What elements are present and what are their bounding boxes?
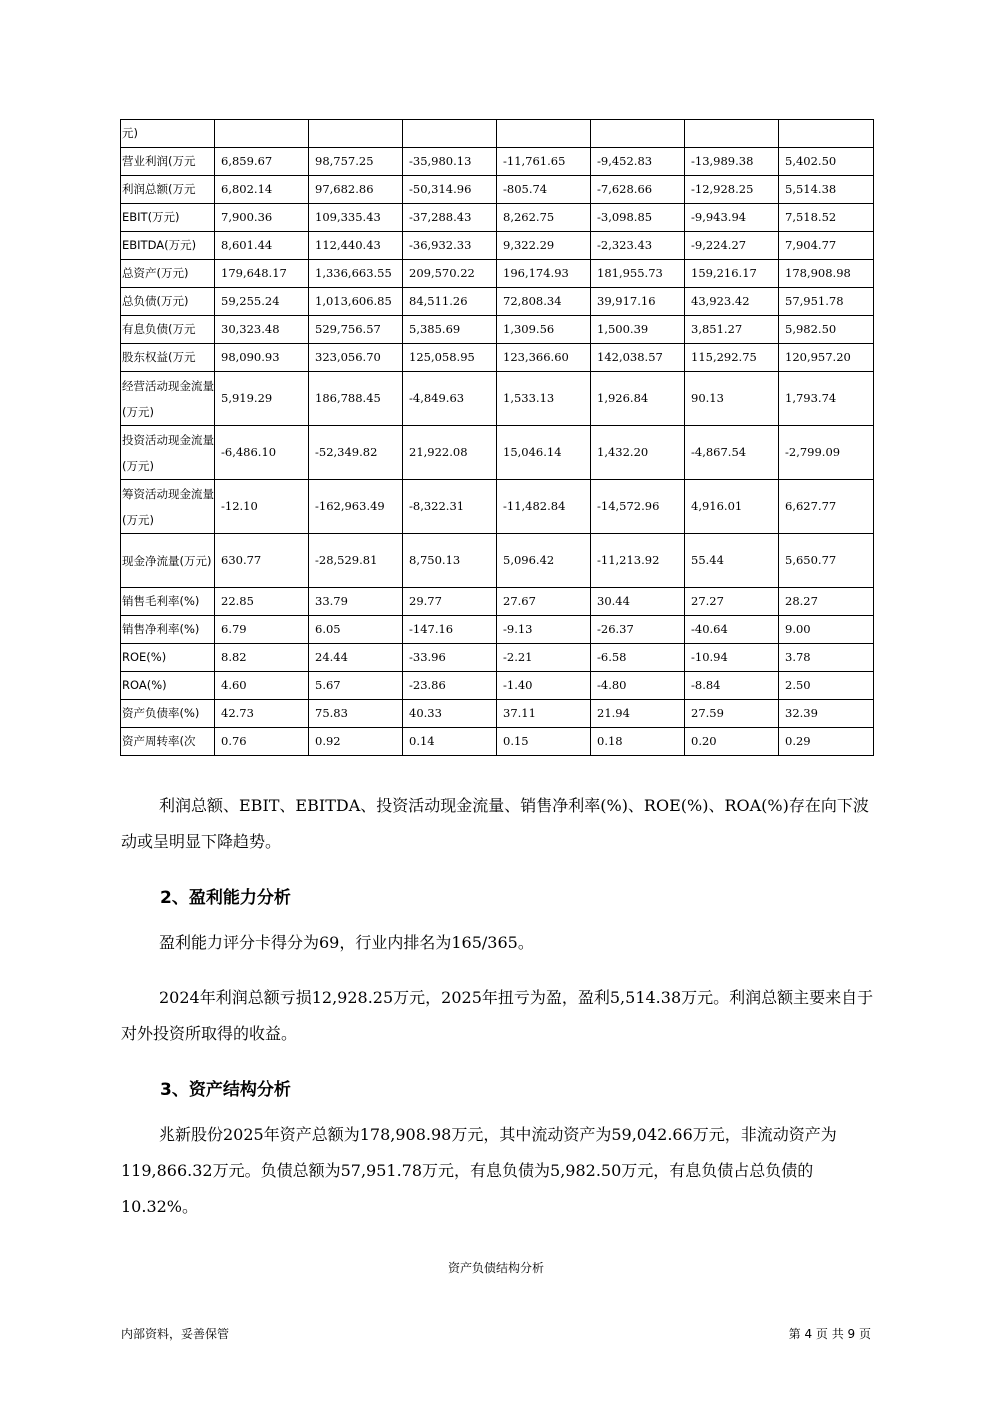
table-cell: 0.15 bbox=[497, 728, 591, 756]
table-cell: -40.64 bbox=[685, 616, 779, 644]
table-cell: 7,900.36 bbox=[215, 204, 309, 232]
row-label: 股东权益(万元 bbox=[121, 344, 215, 372]
table-cell: 209,570.22 bbox=[403, 260, 497, 288]
table-cell: 159,216.17 bbox=[685, 260, 779, 288]
table-cell bbox=[309, 120, 403, 148]
table-cell: 28.27 bbox=[779, 588, 874, 616]
row-label: ROE(%) bbox=[121, 644, 215, 672]
table-cell bbox=[497, 120, 591, 148]
table-cell: -1.40 bbox=[497, 672, 591, 700]
table-cell: 15,046.14 bbox=[497, 426, 591, 480]
table-cell: 29.77 bbox=[403, 588, 497, 616]
table-cell: 84,511.26 bbox=[403, 288, 497, 316]
table-cell: 1,926.84 bbox=[591, 372, 685, 426]
table-cell: 9,322.29 bbox=[497, 232, 591, 260]
table-cell: 75.83 bbox=[309, 700, 403, 728]
table-cell: 529,756.57 bbox=[309, 316, 403, 344]
table-cell: 4,916.01 bbox=[685, 480, 779, 534]
table-cell: 27.59 bbox=[685, 700, 779, 728]
table-cell: 0.92 bbox=[309, 728, 403, 756]
table-cell: 5,982.50 bbox=[779, 316, 874, 344]
table-cell: -2,799.09 bbox=[779, 426, 874, 480]
table-cell: -33.96 bbox=[403, 644, 497, 672]
row-label: 营业利润(万元 bbox=[121, 148, 215, 176]
table-cell: -37,288.43 bbox=[403, 204, 497, 232]
table-row bbox=[121, 700, 874, 728]
row-label: 经营活动现金流量(万元) bbox=[121, 372, 215, 426]
table-cell: -4.80 bbox=[591, 672, 685, 700]
table-row bbox=[121, 534, 874, 588]
table-cell: -36,932.33 bbox=[403, 232, 497, 260]
table-cell: -35,980.13 bbox=[403, 148, 497, 176]
table-cell: 0.29 bbox=[779, 728, 874, 756]
table-cell: -162,963.49 bbox=[309, 480, 403, 534]
section-heading-asset-structure: 3、资产结构分析 bbox=[160, 1080, 291, 1100]
table-cell bbox=[591, 120, 685, 148]
table-cell: 1,500.39 bbox=[591, 316, 685, 344]
table-cell: 7,518.52 bbox=[779, 204, 874, 232]
table-cell: -11,213.92 bbox=[591, 534, 685, 588]
table-cell: -13,989.38 bbox=[685, 148, 779, 176]
table-cell: 42.73 bbox=[215, 700, 309, 728]
table-cell: 30,323.48 bbox=[215, 316, 309, 344]
table-cell: 112,440.43 bbox=[309, 232, 403, 260]
table-cell: 30.44 bbox=[591, 588, 685, 616]
row-label: EBIT(万元) bbox=[121, 204, 215, 232]
table-cell: 323,056.70 bbox=[309, 344, 403, 372]
table-cell: 142,038.57 bbox=[591, 344, 685, 372]
table-cell: 125,058.95 bbox=[403, 344, 497, 372]
row-label: 有息负债(万元 bbox=[121, 316, 215, 344]
table-row bbox=[121, 176, 874, 204]
table-cell: 4.60 bbox=[215, 672, 309, 700]
table-cell: 59,255.24 bbox=[215, 288, 309, 316]
table-cell: 8,262.75 bbox=[497, 204, 591, 232]
table-cell: 6.79 bbox=[215, 616, 309, 644]
table-cell: 27.67 bbox=[497, 588, 591, 616]
table-cell: 57,951.78 bbox=[779, 288, 874, 316]
table-cell: 5,650.77 bbox=[779, 534, 874, 588]
table-cell: 3.78 bbox=[779, 644, 874, 672]
table-cell: 196,174.93 bbox=[497, 260, 591, 288]
table-cell: -12.10 bbox=[215, 480, 309, 534]
table-row bbox=[121, 588, 874, 616]
table-cell: -4,867.54 bbox=[685, 426, 779, 480]
table-cell: 123,366.60 bbox=[497, 344, 591, 372]
table-cell: -805.74 bbox=[497, 176, 591, 204]
table-cell: 72,808.34 bbox=[497, 288, 591, 316]
table-cell: 179,648.17 bbox=[215, 260, 309, 288]
table-cell: 2.50 bbox=[779, 672, 874, 700]
table-cell: 8,601.44 bbox=[215, 232, 309, 260]
row-label: 投资活动现金流量(万元) bbox=[121, 426, 215, 480]
table-cell: 8.82 bbox=[215, 644, 309, 672]
table-cell: 21,922.08 bbox=[403, 426, 497, 480]
table-cell: 40.33 bbox=[403, 700, 497, 728]
table-row bbox=[121, 728, 874, 756]
table-cell: -6,486.10 bbox=[215, 426, 309, 480]
table-cell: 1,793.74 bbox=[779, 372, 874, 426]
table-row bbox=[121, 288, 874, 316]
table-cell: 1,432.20 bbox=[591, 426, 685, 480]
table-cell: -11,482.84 bbox=[497, 480, 591, 534]
table-cell: 8,750.13 bbox=[403, 534, 497, 588]
row-label: 资产负债率(%) bbox=[121, 700, 215, 728]
table-cell: -7,628.66 bbox=[591, 176, 685, 204]
table-row bbox=[121, 204, 874, 232]
footer-confidential: 内部资料，妥善保管 bbox=[121, 1327, 230, 1341]
table-cell: 0.18 bbox=[591, 728, 685, 756]
table-cell: -9.13 bbox=[497, 616, 591, 644]
table-row bbox=[121, 372, 874, 426]
table-cell: 1,309.56 bbox=[497, 316, 591, 344]
row-label: 筹资活动现金流量(万元) bbox=[121, 480, 215, 534]
table-cell: -2,323.43 bbox=[591, 232, 685, 260]
table-cell: 98,757.25 bbox=[309, 148, 403, 176]
table-row bbox=[121, 616, 874, 644]
table-cell bbox=[779, 120, 874, 148]
row-label: ROA(%) bbox=[121, 672, 215, 700]
table-cell: 178,908.98 bbox=[779, 260, 874, 288]
table-cell: 109,335.43 bbox=[309, 204, 403, 232]
table-row bbox=[121, 426, 874, 480]
row-label: 利润总额(万元 bbox=[121, 176, 215, 204]
table-cell bbox=[215, 120, 309, 148]
footer-page-number: 第 4 页 共 9 页 bbox=[788, 1327, 871, 1341]
table-cell: 6,802.14 bbox=[215, 176, 309, 204]
table-cell: 186,788.45 bbox=[309, 372, 403, 426]
table-cell: 630.77 bbox=[215, 534, 309, 588]
table-cell: 6,627.77 bbox=[779, 480, 874, 534]
row-label: 现金净流量(万元) bbox=[121, 534, 215, 588]
table-cell: 39,917.16 bbox=[591, 288, 685, 316]
table-cell: 0.76 bbox=[215, 728, 309, 756]
table-cell: 5,514.38 bbox=[779, 176, 874, 204]
table-cell: 32.39 bbox=[779, 700, 874, 728]
table-cell: 21.94 bbox=[591, 700, 685, 728]
table-cell: 22.85 bbox=[215, 588, 309, 616]
table-cell: 5.67 bbox=[309, 672, 403, 700]
table-cell: 27.27 bbox=[685, 588, 779, 616]
table-row bbox=[121, 672, 874, 700]
paragraph-trend: 利润总额、EBIT、EBITDA、投资活动现金流量、销售净利率(%)、ROE(%)、ROA(%)存在向下波动或呈明显下降趋势。 bbox=[121, 796, 869, 851]
table-cell: 7,904.77 bbox=[779, 232, 874, 260]
table-cell: 6.05 bbox=[309, 616, 403, 644]
table-cell: -11,761.65 bbox=[497, 148, 591, 176]
paragraph-assets: 兆新股份2025年资产总额为178,908.98万元，其中流动资产为59,042.66万元，非流动资产为119,866.32万元。负债总额为57,951.78万元，有息负债为5,982.50万元，有息负债占总负债的10.32%。 bbox=[121, 1125, 837, 1216]
table-cell: 6,859.67 bbox=[215, 148, 309, 176]
table-row bbox=[121, 344, 874, 372]
table-cell: -8.84 bbox=[685, 672, 779, 700]
table-cell: 181,955.73 bbox=[591, 260, 685, 288]
table-cell: 5,402.50 bbox=[779, 148, 874, 176]
table-cell: 0.20 bbox=[685, 728, 779, 756]
table-cell: 5,096.42 bbox=[497, 534, 591, 588]
table-cell: -4,849.63 bbox=[403, 372, 497, 426]
table-cell: -9,224.27 bbox=[685, 232, 779, 260]
paragraph-profit: 2024年利润总额亏损12,928.25万元，2025年扭亏为盈，盈利5,514.38万元。利润总额主要来自于对外投资所取得的收益。 bbox=[121, 988, 874, 1043]
table-cell: 1,013,606.85 bbox=[309, 288, 403, 316]
table-row bbox=[121, 316, 874, 344]
table-cell: -6.58 bbox=[591, 644, 685, 672]
table-cell: -26.37 bbox=[591, 616, 685, 644]
table-cell: 9.00 bbox=[779, 616, 874, 644]
table-row bbox=[121, 120, 874, 148]
table-row bbox=[121, 148, 874, 176]
table-cell: 115,292.75 bbox=[685, 344, 779, 372]
table-cell: -9,452.83 bbox=[591, 148, 685, 176]
table-cell: 120,957.20 bbox=[779, 344, 874, 372]
table-cell: -9,943.94 bbox=[685, 204, 779, 232]
table-cell: 1,336,663.55 bbox=[309, 260, 403, 288]
table-cell: -23.86 bbox=[403, 672, 497, 700]
table-row bbox=[121, 232, 874, 260]
table-cell: -10.94 bbox=[685, 644, 779, 672]
table-cell: -12,928.25 bbox=[685, 176, 779, 204]
row-label: 总负债(万元) bbox=[121, 288, 215, 316]
table-cell: 55.44 bbox=[685, 534, 779, 588]
table-cell: 24.44 bbox=[309, 644, 403, 672]
table-cell bbox=[403, 120, 497, 148]
table-cell bbox=[685, 120, 779, 148]
table-cell: 1,533.13 bbox=[497, 372, 591, 426]
table-cell: 3,851.27 bbox=[685, 316, 779, 344]
table-cell: -50,314.96 bbox=[403, 176, 497, 204]
table-cell: 43,923.42 bbox=[685, 288, 779, 316]
row-label: 销售毛利率(%) bbox=[121, 588, 215, 616]
financial-table bbox=[120, 119, 874, 756]
section-heading-profitability: 2、盈利能力分析 bbox=[160, 888, 291, 908]
table-row bbox=[121, 260, 874, 288]
table-cell: 97,682.86 bbox=[309, 176, 403, 204]
row-label: 资产周转率(次 bbox=[121, 728, 215, 756]
row-label: 销售净利率(%) bbox=[121, 616, 215, 644]
row-label: 总资产(万元) bbox=[121, 260, 215, 288]
table-cell: -3,098.85 bbox=[591, 204, 685, 232]
table-cell: -8,322.31 bbox=[403, 480, 497, 534]
row-label: EBITDA(万元) bbox=[121, 232, 215, 260]
table-cell: -14,572.96 bbox=[591, 480, 685, 534]
table-cell: -2.21 bbox=[497, 644, 591, 672]
table-cell: 37.11 bbox=[497, 700, 591, 728]
table-cell: -28,529.81 bbox=[309, 534, 403, 588]
figure-caption: 资产负债结构分析 bbox=[447, 1261, 544, 1275]
table-cell: 33.79 bbox=[309, 588, 403, 616]
table-cell: -52,349.82 bbox=[309, 426, 403, 480]
table-cell: 98,090.93 bbox=[215, 344, 309, 372]
table-cell: 0.14 bbox=[403, 728, 497, 756]
table-row bbox=[121, 480, 874, 534]
paragraph-score: 盈利能力评分卡得分为69，行业内排名为165/365。 bbox=[159, 933, 534, 952]
table-cell: -147.16 bbox=[403, 616, 497, 644]
table-cell: 5,919.29 bbox=[215, 372, 309, 426]
row-label: 元) bbox=[121, 120, 215, 148]
table-row bbox=[121, 644, 874, 672]
table-cell: 5,385.69 bbox=[403, 316, 497, 344]
table-cell: 90.13 bbox=[685, 372, 779, 426]
